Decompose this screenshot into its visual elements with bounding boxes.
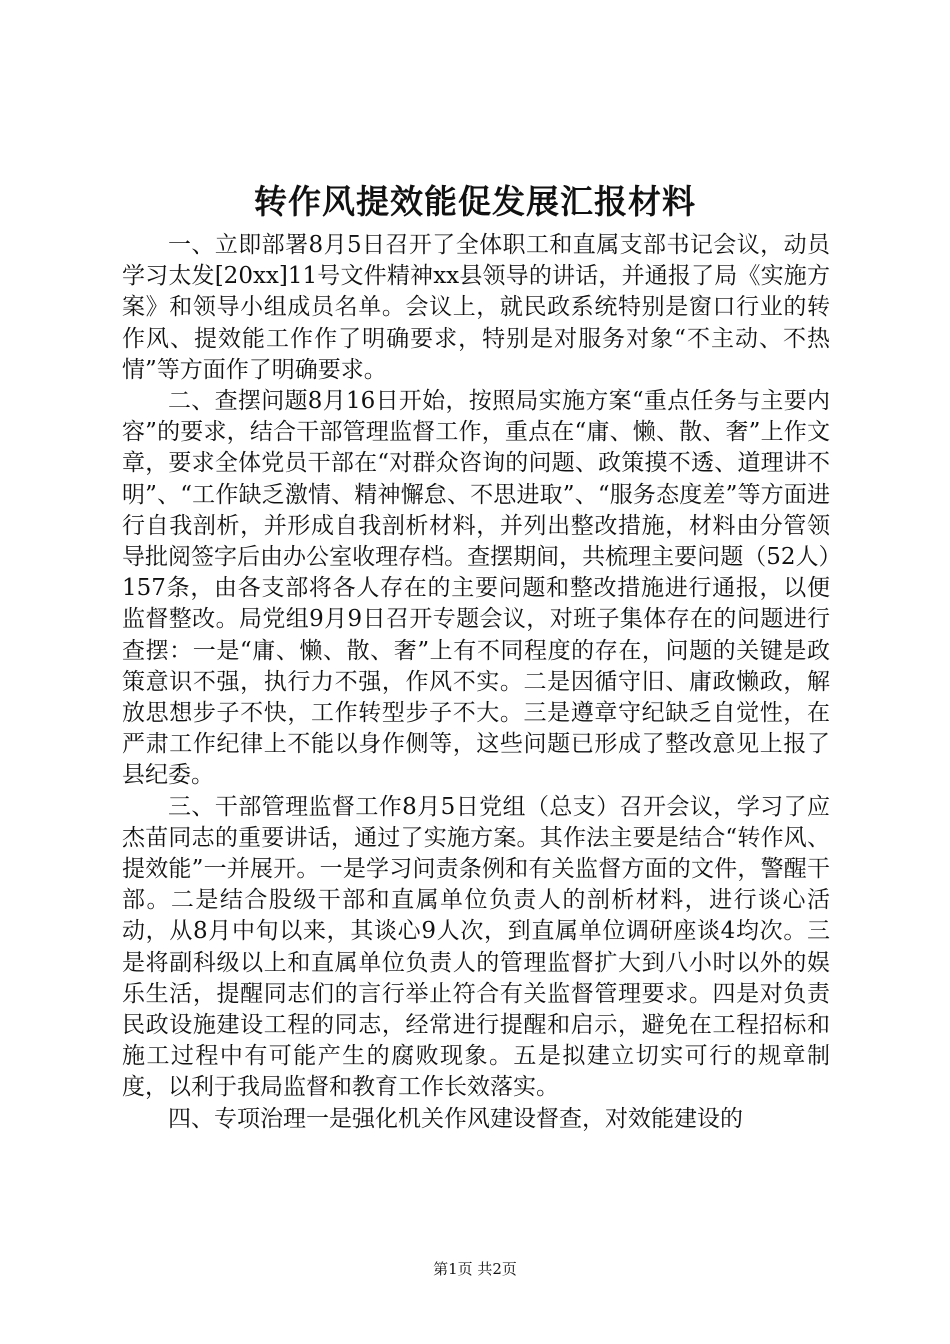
document-title: 转作风提效能促发展汇报材料 bbox=[254, 182, 696, 221]
document-body bbox=[122, 230, 830, 1135]
paragraph-1: 一、立即部署8月5日召开了全体职工和直属支部书记会议，动员学习太发[20xx]11号文件精神xx县领导的讲话，并通报了局《实施方案》和领导小组成员名单。会议上，就民政系统特别是窗口行业的转作风、提效能工作作了明确要求，特别是对服务对象“不主动、不热情”等方面作了明确要求。 bbox=[122, 232, 830, 383]
page-number: 第1页 共2页 bbox=[433, 1260, 517, 1278]
paragraph-4: 四、专项治理一是强化机关作风建设督查，对效能建设的 bbox=[168, 1105, 743, 1132]
paragraph-2: 二、查摆问题8月16日开始，按照局实施方案“重点任务与主要内容”的要求，结合干部管理监督工作，重点在“庸、懒、散、奢”上作文章，要求全体党员干部在“对群众咨询的问题、政策摸不透、道理讲不明”、“工作缺乏激情、精神懈怠、不思进取”、“服务态度差”等方面进行自我剖析，并形成自我剖析材料，并列出整改措施，材料由分管领导批阅签字后由办公室收理存档。查摆期间，共梳理主要问题（52人）157条，由各支部将各人存在的主要问题和整改措施进行通报，以便监督整改。局党组9月9日召开专题会议，对班子集体存在的问题进行查摆：一是“庸、懒、散、奢”上有不同程度的存在，问题的关键是政策意识不强，执行力不强，作风不实。二是因循守旧、庸政懒政，解放思想步子不快，工作转型步子不大。三是遵章守纪缺乏自觉性，在严肃工作纪律上不能以身作侧等，这些问题已形成了整改意见上报了县纪委。 bbox=[122, 388, 830, 789]
paragraph-3: 三、干部管理监督工作8月5日党组（总支）召开会议，学习了应杰苗同志的重要讲话，通过了实施方案。其作法主要是结合“转作风、提效能”一并展开。一是学习问责条例和有关监督方面的文件，警醒干部。二是结合股级干部和直属单位负责人的剖析材料，进行谈心活动，从8月中旬以来，其谈心9人次，到直属单位调研座谈4均次。三是将副科级以上和直属单位负责人的管理监督扩大到八小时以外的娱乐生活，提醒同志们的言行举止符合有关监督管理要求。四是对负责民政设施建设工程的同志，经常进行提醒和启示，避免在工程招标和施工过程中有可能产生的腐败现象。五是拟建立切实可行的规章制度，以利于我局监督和教育工作长效落实。 bbox=[122, 793, 830, 1101]
